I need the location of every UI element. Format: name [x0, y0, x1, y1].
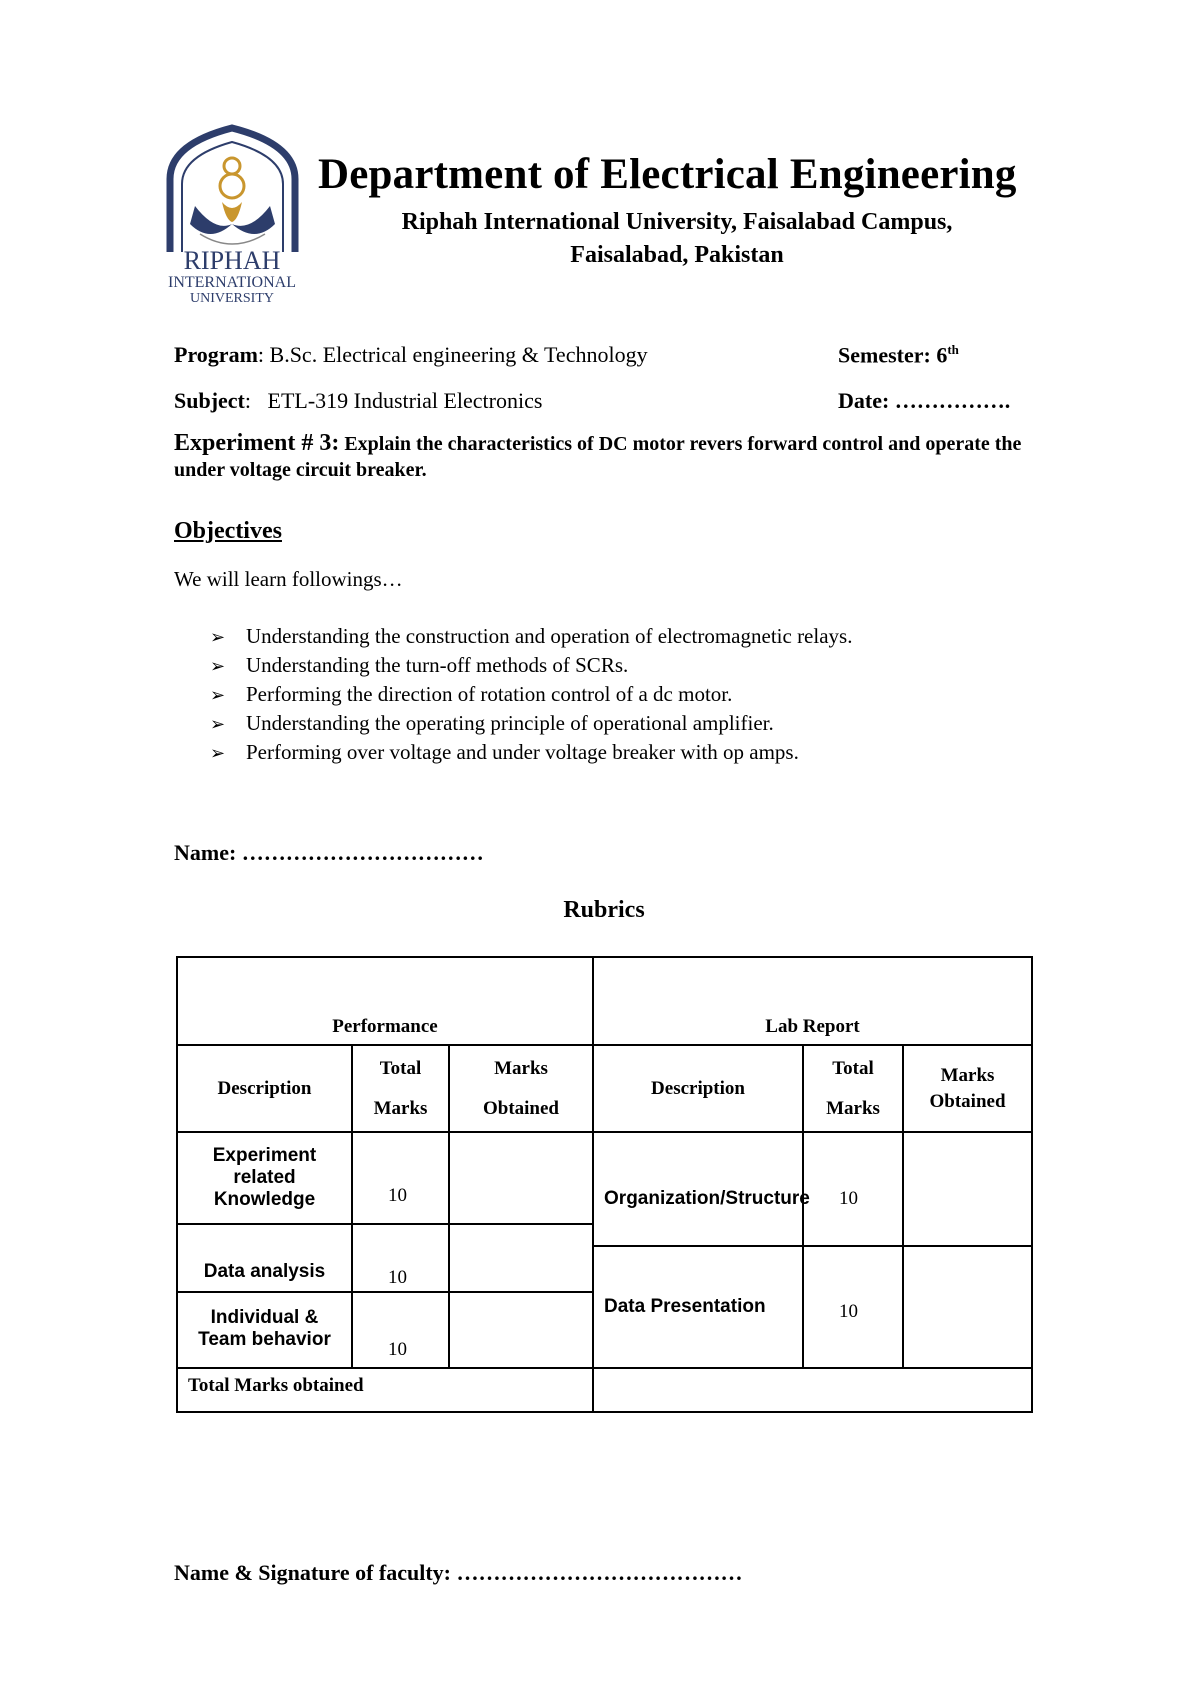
lab-row-1-description: Organization/Structure: [593, 1132, 803, 1246]
table-row: [177, 1132, 1032, 1224]
program-line: [174, 342, 648, 368]
total-marks-obtained-label: Total Marks obtained: [177, 1368, 593, 1412]
list-item: ➢ Understanding the turn-off methods of SCRs.: [210, 651, 852, 680]
date-field: Date: …………….: [838, 388, 1011, 413]
perf-row-1-description: Experiment related Knowledge: [177, 1132, 352, 1224]
lab-row-1-marks: 10: [803, 1132, 903, 1246]
perf-row-1-obtained[interactable]: [449, 1132, 593, 1224]
perf-description-header: Description: [177, 1045, 352, 1132]
rubrics-heading: Rubrics: [563, 897, 645, 923]
subject-line: [174, 388, 542, 414]
perf-total-marks-header: Total Marks: [352, 1045, 449, 1132]
perf-row-2-description: Data analysis: [177, 1224, 352, 1292]
faculty-signature-field: Name & Signature of faculty: …………………………………: [174, 1560, 743, 1585]
perf-row-2-marks: 10: [352, 1224, 449, 1292]
arrow-bullet-icon: ➢: [210, 714, 226, 735]
total-marks-obtained-value[interactable]: [593, 1368, 1032, 1412]
lab-total-marks-header: Total Marks: [803, 1045, 903, 1132]
experiment-label: Experiment # 3:: [174, 430, 340, 456]
lab-report-header: Lab Report: [593, 957, 1032, 1045]
lab-row-2-obtained[interactable]: [903, 1246, 1032, 1368]
university-name: [318, 206, 1036, 272]
lab-description-header: Description: [593, 1045, 803, 1132]
arrow-bullet-icon: ➢: [210, 656, 226, 677]
perf-marks-obtained-header: Marks Obtained: [449, 1045, 593, 1132]
program-label: Program: [174, 342, 258, 367]
semester-field: [838, 342, 959, 368]
subject-label: Subject: [174, 388, 245, 413]
lab-marks-obtained-header: Marks Obtained: [903, 1045, 1032, 1132]
perf-row-3-marks: 10: [352, 1292, 449, 1368]
perf-row-3-obtained[interactable]: [449, 1292, 593, 1368]
riphah-emblem-icon: [160, 124, 305, 254]
student-name-field: Name: ……………………………: [174, 840, 484, 865]
perf-row-1-marks: 10: [352, 1132, 449, 1224]
department-title: Department of Electrical Engineering: [318, 151, 1017, 198]
subject-value: : ETL-319 Industrial Electronics: [244, 388, 543, 413]
program-value: : B.Sc. Electrical engineering & Technology: [257, 342, 648, 367]
table-row: [177, 957, 1032, 1045]
rubrics-table: [176, 956, 1033, 1413]
objectives-intro: We will learn followings…: [174, 567, 403, 591]
list-item: ➢ Performing the direction of rotation control of a dc motor.: [210, 680, 852, 709]
objectives-list: [210, 622, 852, 767]
logo-line-1: RIPHAH: [183, 246, 281, 275]
logo-line-2: INTERNATIONAL: [168, 274, 296, 291]
arrow-bullet-icon: ➢: [210, 685, 226, 706]
experiment-text: Explain the characteristics of DC motor revers forward control and operate the under voltage circuit breaker.: [174, 433, 1022, 481]
arrow-bullet-icon: ➢: [210, 743, 226, 764]
lab-row-2-description: Data Presentation: [593, 1246, 803, 1368]
list-item: ➢ Performing over voltage and under voltage breaker with op amps.: [210, 738, 852, 767]
list-item: ➢ Understanding the construction and operation of electromagnetic relays.: [210, 622, 852, 651]
logo-line-3: UNIVERSITY: [190, 291, 274, 306]
semester-label: Semester: 6: [838, 342, 948, 368]
objectives-heading: Objectives: [174, 518, 282, 544]
experiment-title: [174, 430, 1034, 483]
perf-row-2-obtained[interactable]: [449, 1224, 593, 1292]
perf-row-3-description: Individual & Team behavior: [177, 1292, 352, 1368]
university-line-1: Riphah International University, Faisalabad Campus,: [401, 209, 953, 235]
lab-row-2-marks: 10: [803, 1246, 903, 1368]
lab-row-1-obtained[interactable]: [903, 1132, 1032, 1246]
university-line-2: Faisalabad, Pakistan: [570, 242, 784, 268]
arrow-bullet-icon: ➢: [210, 627, 226, 648]
semester-superscript: th: [947, 342, 959, 357]
table-row: [177, 1045, 1032, 1132]
performance-header: Performance: [177, 957, 593, 1045]
table-row: [177, 1368, 1032, 1412]
list-item: ➢ Understanding the operating principle of operational amplifier.: [210, 709, 852, 738]
